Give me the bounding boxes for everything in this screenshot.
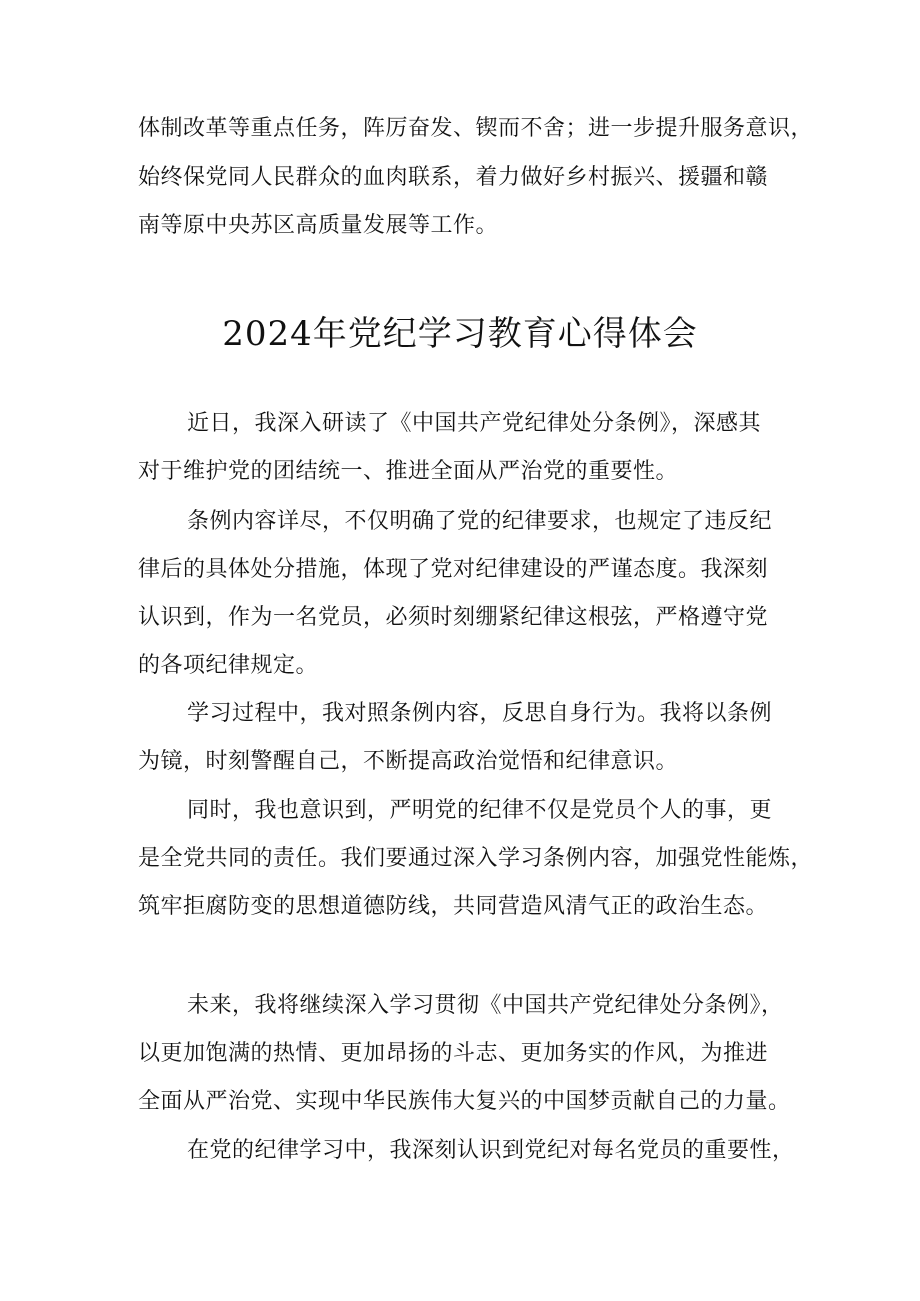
paragraph-1-line-1: 近日，我深入研读了《中国共产党纪律处分条例》，深感其 [187, 411, 762, 436]
paragraph-1-line-2: 对于维护党的团结统一、推进全面从严治党的重要性。 [138, 459, 679, 484]
intro-line-1: 体制改革等重点任务，阵厉奋发、锲而不舍；进一步提升服务意识， [138, 116, 814, 141]
paragraph-4-line-3: 筑牢拒腐防变的思想道德防线，共同营造风清气正的政治生态。 [138, 894, 769, 919]
paragraph-4-line-2: 是全党共同的责任。我们要通过深入学习条例内容，加强党性能炼， [138, 846, 814, 871]
paragraph-3-line-2: 为镜，时刻警醒自己，不断提高政治觉悟和纪律意识。 [138, 749, 679, 774]
intro-line-3: 南等原中央苏区高质量发展等工作。 [138, 213, 499, 238]
paragraph-6-line-1: 在党的纪律学习中，我深刻认识到党纪对每名党员的重要性， [187, 1138, 795, 1163]
paragraph-3-line-1: 学习过程中，我对照条例内容，反思自身行为。我将以条例 [187, 701, 773, 726]
paragraph-5-line-1: 未来，我将继续深入学习贯彻《中国共产党纪律处分条例》， [187, 993, 784, 1018]
paragraph-4-line-1: 同时，我也意识到，严明党的纪律不仅是党员个人的事，更 [187, 798, 773, 823]
paragraph-5-line-2: 以更加饱满的热情、更加昂扬的斗志、更加务实的作风，为推进 [138, 1041, 769, 1066]
paragraph-2-line-4: 的各项纪律规定。 [138, 653, 319, 678]
paragraph-2-line-3: 认识到，作为一名党员，必须时刻绷紧纪律这根弦，严格遵守党 [138, 605, 769, 630]
paragraph-2-line-2: 律后的具体处分措施，体现了党对纪律建设的严谨态度。我深刻 [138, 557, 769, 582]
intro-line-2: 始终保党同人民群众的血肉联系，着力做好乡村振兴、援疆和赣 [138, 165, 769, 190]
paragraph-5-line-3: 全面从严治党、实现中华民族伟大复兴的中国梦贡献自己的力量。 [138, 1089, 791, 1114]
paragraph-2-line-1: 条例内容详尽，不仅明确了党的纪律要求，也规定了违反纪 [187, 509, 773, 534]
document-title: 2024年党纪学习教育心得体会 [222, 314, 698, 354]
